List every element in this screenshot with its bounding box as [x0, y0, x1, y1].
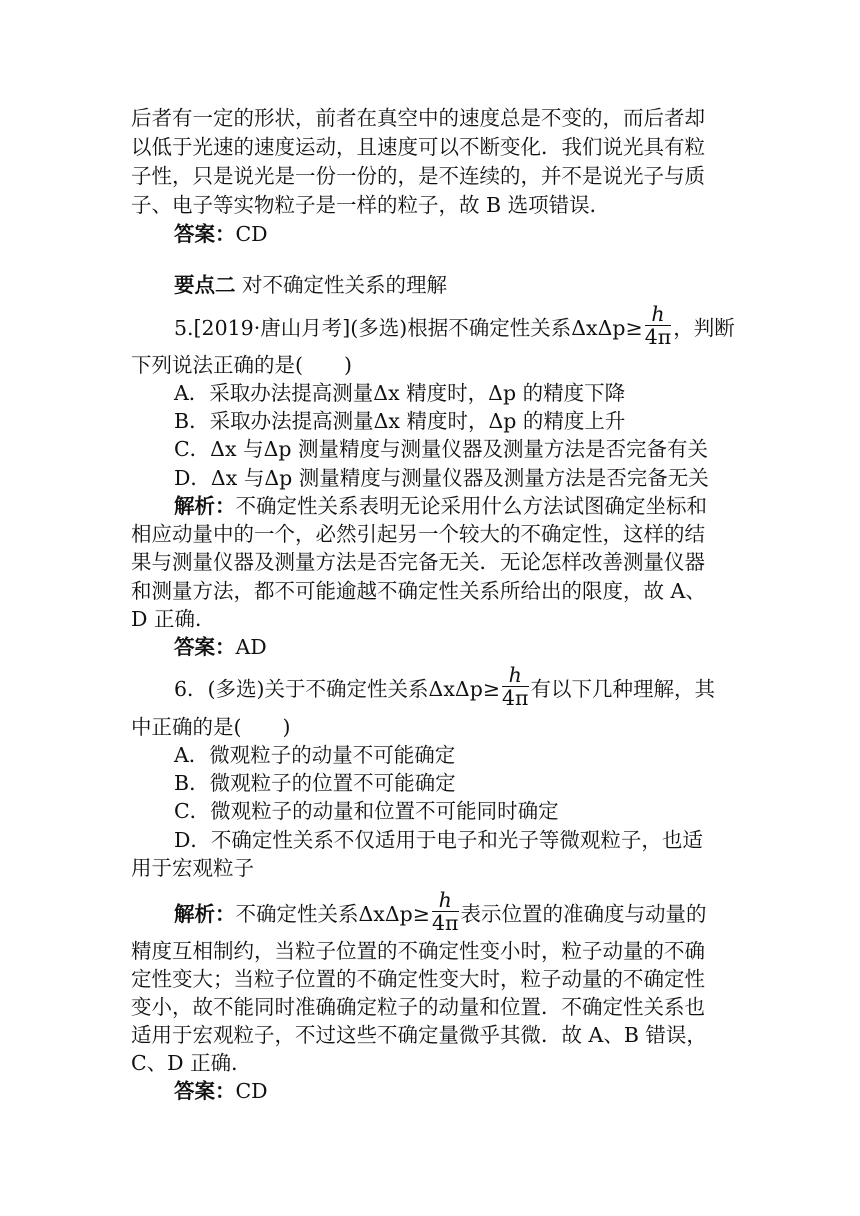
fraction-numerator: h [432, 889, 459, 912]
question-6-stem [174, 663, 716, 713]
stem-text: ，判断 [673, 316, 735, 340]
answer-line [174, 1077, 268, 1105]
answer-label: 答案： [174, 222, 236, 246]
answer-value: CD [235, 1079, 268, 1103]
question-5-stem-line2: 下列说法正确的是( ) [131, 353, 352, 377]
section-number: 要点二 [174, 273, 236, 297]
fraction-numerator: h [502, 664, 529, 687]
text-line: 以低于光速的速度运动，且速度可以不断变化．我们说光具有粒 [131, 135, 705, 159]
analysis-line: 和测量方法，都不可能逾越不确定性关系所给出的限度，故 A、 [131, 579, 706, 603]
answer-value: CD [235, 222, 268, 246]
option-d-continued: 用于宏观粒子 [131, 856, 254, 880]
analysis-line: 精度互相制约，当粒子位置的不确定性变小时，粒子动量的不确 [131, 939, 705, 963]
answer-label: 答案： [174, 635, 236, 659]
question-6-stem-line2: 中正确的是( ) [131, 715, 291, 739]
fraction-denominator: 4π [431, 911, 459, 935]
analysis-text: 不确定性关系表明无论采用什么方法试图确定坐标和 [235, 494, 707, 518]
analysis-line: 相应动量中的一个，必然引起另一个较大的不确定性，这样的结 [131, 522, 705, 546]
analysis-label: 解析： [174, 494, 236, 518]
option-b: B．微观粒子的位置不可能确定 [174, 771, 456, 795]
section-heading [174, 271, 447, 299]
option-d: D．Δx 与Δp 测量精度与测量仪器及测量方法是否完备无关 [174, 466, 709, 490]
text-line: 后者有一定的形状，前者在真空中的速度总是不变的，而后者却 [131, 106, 705, 130]
stem-text: 5.[2019·唐山月考](多选)根据不确定性关系ΔxΔp≥ [174, 316, 643, 340]
analysis-text: 表示位置的准确度与动量的 [460, 902, 707, 926]
section-title: 对不确定性关系的理解 [242, 273, 448, 297]
fraction-denominator: 4π [502, 686, 529, 710]
answer-value: AD [235, 635, 267, 659]
option-a: A．微观粒子的动量不可能确定 [174, 743, 456, 767]
fraction-h-over-4pi [432, 889, 459, 934]
analysis-line [174, 888, 707, 938]
answer-line [174, 633, 267, 661]
fraction-numerator: h [645, 303, 672, 326]
option-d: D．不确定性关系不仅适用于电子和光子等微观粒子，也适 [174, 828, 703, 852]
fraction-denominator: 4π [644, 325, 672, 349]
fraction-h-over-4pi [645, 303, 672, 348]
text-line: 子性，只是说光是一份一份的，是不连续的，并不是说光子与质 [131, 164, 705, 188]
stem-text: 6．(多选)关于不确定性关系ΔxΔp≥ [174, 677, 501, 701]
analysis-line: 定性变大；当粒子位置的不确定性变大时，粒子动量的不确定性 [131, 967, 705, 991]
stem-text: 有以下几种理解，其 [530, 677, 716, 701]
answer-label: 答案： [174, 1079, 236, 1103]
answer-line [174, 220, 268, 248]
analysis-label: 解析： [174, 902, 236, 926]
option-a: A．采取办法提高测量Δx 精度时，Δp 的精度下降 [174, 381, 626, 405]
analysis-line [174, 492, 707, 520]
analysis-line: 果与测量仪器及测量方法是否完备无关．无论怎样改善测量仪器 [131, 550, 705, 574]
question-5-stem [174, 302, 735, 352]
analysis-text: 不确定性关系ΔxΔp≥ [235, 902, 430, 926]
option-c: C．Δx 与Δp 测量精度与测量仪器及测量方法是否完备有关 [174, 437, 709, 461]
fraction-h-over-4pi [502, 664, 529, 709]
analysis-line: D 正确． [131, 607, 216, 631]
analysis-line: 变小，故不能同时准确确定粒子的动量和位置．不确定性关系也 [131, 995, 705, 1019]
analysis-line: C、D 正确． [131, 1051, 252, 1075]
analysis-line: 适用于宏观粒子，不过这些不确定量微乎其微．故 A、B 错误， [131, 1023, 707, 1047]
option-b: B．采取办法提高测量Δx 精度时，Δp 的精度上升 [174, 409, 626, 433]
text-line: 子、电子等实物粒子是一样的粒子，故 B 选项错误． [131, 193, 611, 217]
option-c: C．微观粒子的动量和位置不可能同时确定 [174, 799, 559, 823]
